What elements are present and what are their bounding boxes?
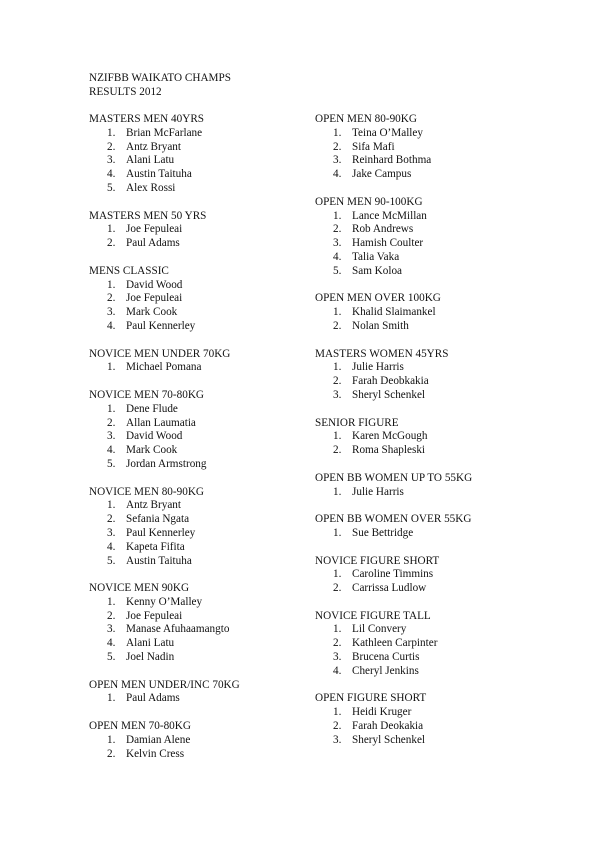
category-section xyxy=(315,196,535,279)
competitor-name: Heidi Kruger xyxy=(352,706,412,719)
placing-item xyxy=(315,375,535,389)
placing-item xyxy=(89,306,299,320)
placing-number: 1. xyxy=(333,526,342,539)
category-section xyxy=(89,679,299,707)
category-section xyxy=(315,417,535,458)
placing-number: 4. xyxy=(107,540,116,553)
placing-item xyxy=(89,403,299,417)
competitor-name: Caroline Timmins xyxy=(352,568,434,581)
placing-item xyxy=(315,237,535,251)
category-title: NOVICE MEN UNDER 70KG xyxy=(89,347,231,360)
title-line-2: RESULTS 2012 xyxy=(89,85,162,98)
placing-list xyxy=(89,734,299,762)
competitor-name: Paul Adams xyxy=(126,692,180,705)
category-section xyxy=(89,348,299,376)
category-title: MENS CLASSIC xyxy=(89,264,169,277)
competitor-name: Antz Bryant xyxy=(126,140,181,153)
placing-item xyxy=(315,486,535,500)
competitor-name: Manase Afuhaamangto xyxy=(126,623,230,636)
placing-number: 1. xyxy=(107,126,116,139)
placing-number: 4. xyxy=(333,168,342,181)
category-section xyxy=(315,692,535,747)
placing-number: 2. xyxy=(333,375,342,388)
placing-item xyxy=(89,527,299,541)
right-column xyxy=(315,113,535,761)
placing-item xyxy=(315,210,535,224)
placing-list xyxy=(315,527,535,541)
category-title: NOVICE FIGURE SHORT xyxy=(315,554,440,567)
placing-number: 4. xyxy=(107,168,116,181)
placing-number: 2. xyxy=(107,416,116,429)
competitor-name: Roma Shapleski xyxy=(352,444,426,457)
competitor-name: Alani Latu xyxy=(126,637,175,650)
placing-list xyxy=(89,279,299,334)
placing-number: 4. xyxy=(107,319,116,332)
placing-number: 3. xyxy=(107,306,116,319)
placing-number: 5. xyxy=(107,651,116,664)
placing-number: 1. xyxy=(107,402,116,415)
placing-item xyxy=(89,458,299,472)
placing-number: 2. xyxy=(333,319,342,332)
placing-item xyxy=(315,706,535,720)
competitor-name: Sifa Mafi xyxy=(352,140,395,153)
category-section xyxy=(89,720,299,761)
competitor-name: Karen McGough xyxy=(352,430,428,443)
placing-item xyxy=(89,734,299,748)
placing-number: 1. xyxy=(107,499,116,512)
placing-number: 5. xyxy=(107,554,116,567)
category-section xyxy=(89,113,299,196)
placing-number: 3. xyxy=(107,623,116,636)
placing-number: 1. xyxy=(107,278,116,291)
placing-number: 5. xyxy=(107,457,116,470)
competitor-name: Dene Flude xyxy=(126,402,178,415)
placing-list xyxy=(315,568,535,596)
placing-number: 5. xyxy=(107,181,116,194)
category-title: OPEN MEN 90-100KG xyxy=(315,195,423,208)
placing-number: 2. xyxy=(333,582,342,595)
placing-number: 1. xyxy=(333,430,342,443)
competitor-name: Alani Latu xyxy=(126,154,175,167)
category-section xyxy=(89,582,299,665)
competitor-name: Nolan Smith xyxy=(352,319,409,332)
competitor-name: David Wood xyxy=(126,430,183,443)
placing-item xyxy=(89,223,299,237)
placing-item xyxy=(89,748,299,762)
category-title: OPEN FIGURE SHORT xyxy=(315,692,427,705)
placing-list xyxy=(89,596,299,665)
placing-number: 4. xyxy=(333,664,342,677)
placing-number: 2. xyxy=(107,513,116,526)
placing-item xyxy=(89,637,299,651)
competitor-name: Reinhard Bothma xyxy=(352,154,432,167)
placing-list xyxy=(89,127,299,196)
category-title: OPEN MEN OVER 100KG xyxy=(315,292,441,305)
competitor-name: Joel Nadin xyxy=(126,651,175,664)
category-section xyxy=(89,210,299,251)
competitor-name: Lil Convery xyxy=(352,623,407,636)
competitor-name: Julie Harris xyxy=(352,361,404,374)
placing-item xyxy=(89,541,299,555)
competitor-name: Joe Fepuleai xyxy=(126,292,183,305)
placing-item xyxy=(315,568,535,582)
competitor-name: Farah Deokakia xyxy=(352,720,424,733)
category-section xyxy=(89,265,299,334)
placing-item xyxy=(89,444,299,458)
category-title: OPEN MEN UNDER/INC 70KG xyxy=(89,678,240,691)
placing-number: 1. xyxy=(333,306,342,319)
placing-number: 2. xyxy=(333,444,342,457)
competitor-name: Michael Pomana xyxy=(126,361,202,374)
placing-number: 1. xyxy=(333,209,342,222)
competitor-name: Khalid Slaimankel xyxy=(352,306,436,319)
placing-list xyxy=(315,210,535,279)
placing-item xyxy=(315,527,535,541)
competitor-name: Sefania Ngata xyxy=(126,513,190,526)
placing-item xyxy=(315,320,535,334)
placing-item xyxy=(315,154,535,168)
placing-item xyxy=(315,389,535,403)
competitor-name: Lance McMillan xyxy=(352,209,427,222)
competitor-name: Sheryl Schenkel xyxy=(352,733,426,746)
placing-item xyxy=(315,582,535,596)
competitor-name: Paul Kennerley xyxy=(126,526,196,539)
placing-number: 1. xyxy=(107,595,116,608)
placing-number: 1. xyxy=(333,126,342,139)
placing-item xyxy=(315,265,535,279)
category-section xyxy=(315,113,535,182)
placing-number: 1. xyxy=(333,623,342,636)
competitor-name: Sam Koloa xyxy=(352,264,403,277)
competitor-name: Damian Alene xyxy=(126,733,191,746)
placing-item xyxy=(315,430,535,444)
placing-item xyxy=(89,499,299,513)
placing-item xyxy=(89,651,299,665)
placing-item xyxy=(89,430,299,444)
placing-number: 2. xyxy=(333,140,342,153)
placing-item xyxy=(89,279,299,293)
placing-number: 5. xyxy=(333,264,342,277)
category-section xyxy=(315,292,535,333)
placing-number: 2. xyxy=(333,720,342,733)
placing-item xyxy=(89,154,299,168)
placing-item xyxy=(89,610,299,624)
placing-item xyxy=(315,651,535,665)
placing-number: 2. xyxy=(333,223,342,236)
placing-item xyxy=(315,127,535,141)
placing-item xyxy=(89,168,299,182)
placing-item xyxy=(89,417,299,431)
competitor-name: Austin Taituha xyxy=(126,554,192,567)
placing-item xyxy=(315,306,535,320)
placing-item xyxy=(89,513,299,527)
competitor-name: Talia Vaka xyxy=(352,250,400,263)
category-section xyxy=(89,486,299,569)
competitor-name: Allan Laumatia xyxy=(126,416,196,429)
placing-number: 2. xyxy=(107,237,116,250)
placing-number: 2. xyxy=(107,292,116,305)
placing-item xyxy=(315,168,535,182)
placing-number: 4. xyxy=(333,250,342,263)
category-section xyxy=(89,389,299,472)
competitor-name: Farah Deobkakia xyxy=(352,375,429,388)
placing-list xyxy=(89,403,299,472)
category-section xyxy=(315,472,535,500)
placing-number: 3. xyxy=(333,154,342,167)
placing-list xyxy=(315,486,535,500)
placing-number: 1. xyxy=(107,692,116,705)
category-section xyxy=(315,348,535,403)
placing-number: 1. xyxy=(107,223,116,236)
placing-number: 3. xyxy=(107,430,116,443)
placing-number: 1. xyxy=(333,706,342,719)
competitor-name: Teina O’Malley xyxy=(352,126,423,139)
placing-list xyxy=(315,306,535,334)
placing-item xyxy=(315,720,535,734)
placing-item xyxy=(315,637,535,651)
placing-list xyxy=(89,692,299,706)
placing-item xyxy=(315,141,535,155)
category-title: OPEN BB WOMEN OVER 55KG xyxy=(315,513,472,526)
competitor-name: Brucena Curtis xyxy=(352,651,420,664)
placing-number: 1. xyxy=(333,568,342,581)
placing-list xyxy=(89,499,299,568)
placing-list xyxy=(315,127,535,182)
competitor-name: Kapeta Fifita xyxy=(126,540,185,553)
competitor-name: Julie Harris xyxy=(352,485,404,498)
placing-item xyxy=(315,223,535,237)
placing-item xyxy=(89,127,299,141)
competitor-name: Rob Andrews xyxy=(352,223,414,236)
competitor-name: Jake Campus xyxy=(352,168,412,181)
placing-number: 1. xyxy=(333,361,342,374)
placing-item xyxy=(89,141,299,155)
placing-item xyxy=(89,555,299,569)
competitor-name: Jordan Armstrong xyxy=(126,457,207,470)
placing-number: 2. xyxy=(333,637,342,650)
placing-item xyxy=(315,361,535,375)
placing-item xyxy=(89,292,299,306)
category-title: MASTERS MEN 40YRS xyxy=(89,113,205,125)
category-title: MASTERS WOMEN 45YRS xyxy=(315,347,449,360)
category-title: NOVICE FIGURE TALL xyxy=(315,609,431,622)
placing-number: 2. xyxy=(107,609,116,622)
placing-item xyxy=(315,623,535,637)
placing-number: 1. xyxy=(107,361,116,374)
placing-item xyxy=(89,237,299,251)
competitor-name: Kathleen Carpinter xyxy=(352,637,438,650)
category-title: OPEN BB WOMEN UP TO 55KG xyxy=(315,471,473,484)
competitor-name: Joe Fepuleai xyxy=(126,609,183,622)
category-title: SENIOR FIGURE xyxy=(315,416,399,429)
competitor-name: Mark Cook xyxy=(126,444,178,457)
competitor-name: Alex Rossi xyxy=(126,181,176,194)
placing-number: 4. xyxy=(107,637,116,650)
placing-number: 3. xyxy=(333,651,342,664)
placing-item xyxy=(315,665,535,679)
placing-list xyxy=(315,706,535,747)
placing-item xyxy=(315,444,535,458)
competitor-name: Antz Bryant xyxy=(126,499,181,512)
placing-item xyxy=(315,734,535,748)
competitor-name: Mark Cook xyxy=(126,306,178,319)
competitor-name: Cheryl Jenkins xyxy=(352,664,419,677)
competitor-name: Brian McFarlane xyxy=(126,126,203,139)
placing-item xyxy=(315,251,535,265)
placing-list xyxy=(315,361,535,402)
placing-number: 3. xyxy=(107,526,116,539)
placing-item xyxy=(89,361,299,375)
placing-number: 3. xyxy=(333,388,342,401)
competitor-name: Joe Fepuleai xyxy=(126,223,183,236)
placing-item xyxy=(89,692,299,706)
left-column xyxy=(89,113,299,775)
placing-number: 1. xyxy=(107,733,116,746)
placing-number: 1. xyxy=(333,485,342,498)
competitor-name: Hamish Coulter xyxy=(352,237,424,250)
competitor-name: Sheryl Schenkel xyxy=(352,388,426,401)
placing-number: 3. xyxy=(107,154,116,167)
title-line-1: NZIFBB WAIKATO CHAMPS xyxy=(89,72,231,84)
placing-list xyxy=(315,623,535,678)
placing-number: 2. xyxy=(107,747,116,760)
category-title: OPEN MEN 70-80KG xyxy=(89,720,191,733)
competitor-name: Kelvin Cress xyxy=(126,747,185,760)
category-title: NOVICE MEN 90KG xyxy=(89,582,190,595)
placing-item xyxy=(89,182,299,196)
category-section xyxy=(315,610,535,679)
category-title: MASTERS MEN 50 YRS xyxy=(89,209,207,222)
competitor-name: Paul Adams xyxy=(126,237,180,250)
competitor-name: Kenny O’Malley xyxy=(126,595,203,608)
placing-list xyxy=(315,430,535,458)
placing-item xyxy=(89,623,299,637)
category-title: NOVICE MEN 70-80KG xyxy=(89,388,204,401)
category-title: NOVICE MEN 80-90KG xyxy=(89,485,204,498)
category-section xyxy=(315,555,535,596)
placing-list xyxy=(89,361,299,375)
competitor-name: Carrissa Ludlow xyxy=(352,582,427,595)
placing-list xyxy=(89,223,299,251)
placing-number: 2. xyxy=(107,140,116,153)
competitor-name: Paul Kennerley xyxy=(126,319,196,332)
placing-item xyxy=(89,320,299,334)
competitor-name: Sue Bettridge xyxy=(352,526,414,539)
competitor-name: Austin Taituha xyxy=(126,168,192,181)
category-title: OPEN MEN 80-90KG xyxy=(315,113,417,125)
placing-number: 4. xyxy=(107,444,116,457)
document-title xyxy=(89,72,231,100)
placing-number: 3. xyxy=(333,237,342,250)
placing-item xyxy=(89,596,299,610)
competitor-name: David Wood xyxy=(126,278,183,291)
placing-number: 3. xyxy=(333,733,342,746)
category-section xyxy=(315,513,535,541)
